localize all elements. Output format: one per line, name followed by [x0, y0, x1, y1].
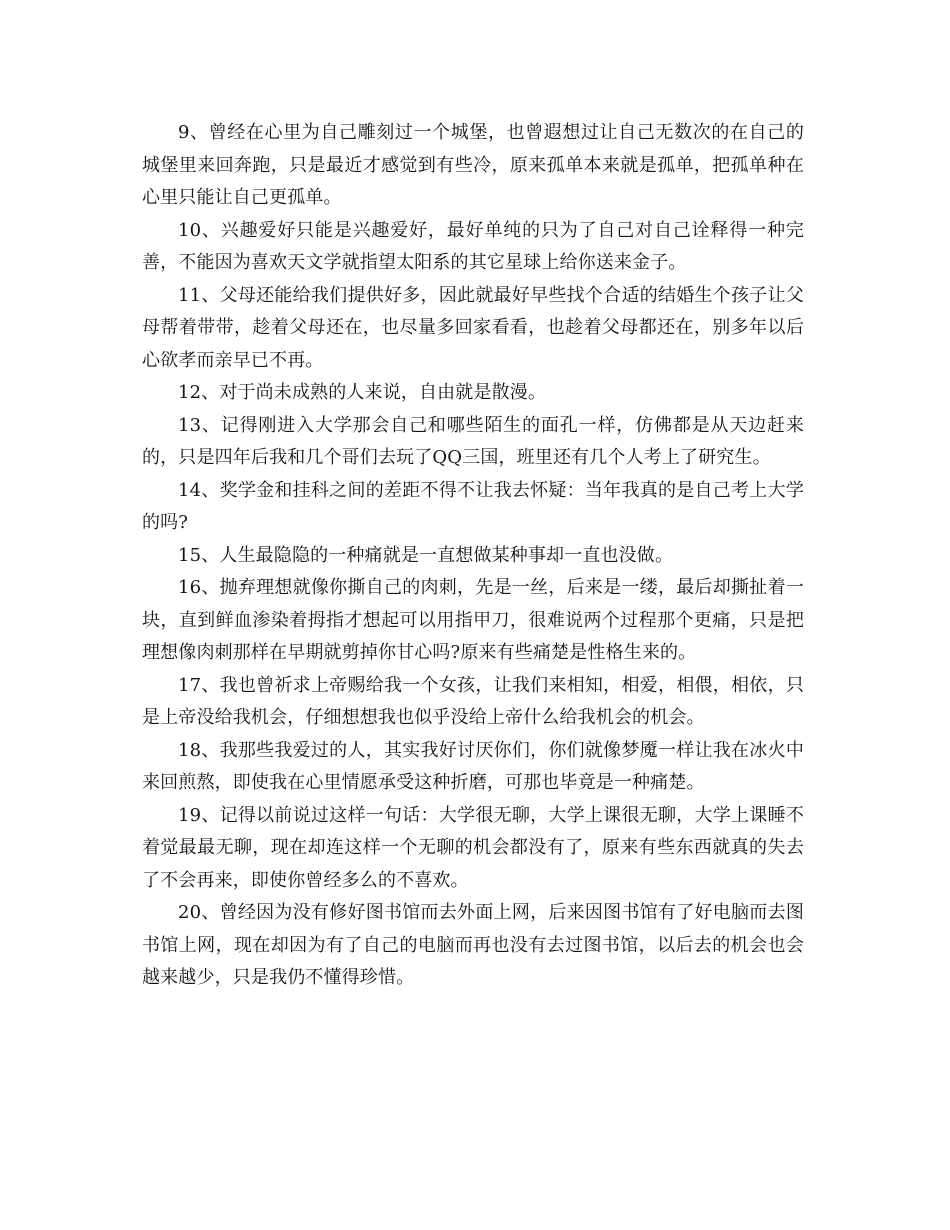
paragraph-13: 13、记得刚进入大学那会自己和哪些陌生的面孔一样，仿佛都是从天边赶来的，只是四年后我和几个哥们去玩了QQ三国，班里还有几个人考上了研究生。	[142, 414, 804, 468]
paragraph-14: 14、奖学金和挂科之间的差距不得不让我去怀疑：当年我真的是自己考上大学的吗?	[142, 479, 804, 533]
paragraph-12: 12、对于尚未成熟的人来说，自由就是散漫。	[178, 382, 547, 403]
paragraph-11: 11、父母还能给我们提供好多，因此就最好早些找个合适的结婚生个孩子让父母帮着带带，趁着父母还在，也尽量多回家看看，也趁着父母都还在，别多年以后心欲孝而亲早已不再。	[142, 284, 804, 371]
document-body	[142, 117, 804, 995]
paragraph-15: 15、人生最隐隐的一种痛就是一直想做某种事却一直也没做。	[178, 544, 674, 566]
paragraph-9: 9、曾经在心里为自己雕刻过一个城堡，也曾遐想过让自己无数次的在自己的城堡里来回奔跑，只是最近才感觉到有些冷，原来孤单本来就是孤单，把孤单种在心里只能让自己更孤单。	[142, 122, 804, 208]
paragraph-20: 20、曾经因为没有修好图书馆而去外面上网，后来因图书馆有了好电脑而去图书馆上网，现在却因为有了自己的电脑而再也没有去过图书馆，以后去的机会也会越来越少，只是我仍不懂得珍惜。	[142, 902, 804, 988]
paragraph-17: 17、我也曾祈求上帝赐给我一个女孩，让我们来相知，相爱，相偎，相依，只是上帝没给我机会，仔细想想我也似乎没给上帝什么给我机会的机会。	[142, 674, 804, 728]
paragraph-10: 10、兴趣爱好只能是兴趣爱好，最好单纯的只为了自己对自己诠释得一种完善，不能因为喜欢天文学就指望太阳系的其它星球上给你送来金子。	[142, 219, 804, 273]
paragraph-18: 18、我那些我爱过的人，其实我好讨厌你们，你们就像梦魇一样让我在冰火中来回煎熬，即使我在心里情愿承受这种折磨，可那也毕竟是一种痛楚。	[142, 739, 804, 793]
paragraph-19: 19、记得以前说过这样一句话：大学很无聊，大学上课很无聊，大学上课睡不着觉最最无聊，现在却连这样一个无聊的机会都没有了，原来有些东西就真的失去了不会再来，即使你曾经多么的不喜欢。	[142, 804, 804, 891]
paragraph-16: 16、抛弃理想就像你撕自己的肉刺，先是一丝，后来是一缕，最后却撕扯着一块，直到鲜血渗染着拇指才想起可以用指甲刀，很难说两个过程那个更痛，只是把理想像肉刺那样在早期就剪掉你甘心吗?原来有些痛楚是性格生来的。	[142, 577, 804, 663]
